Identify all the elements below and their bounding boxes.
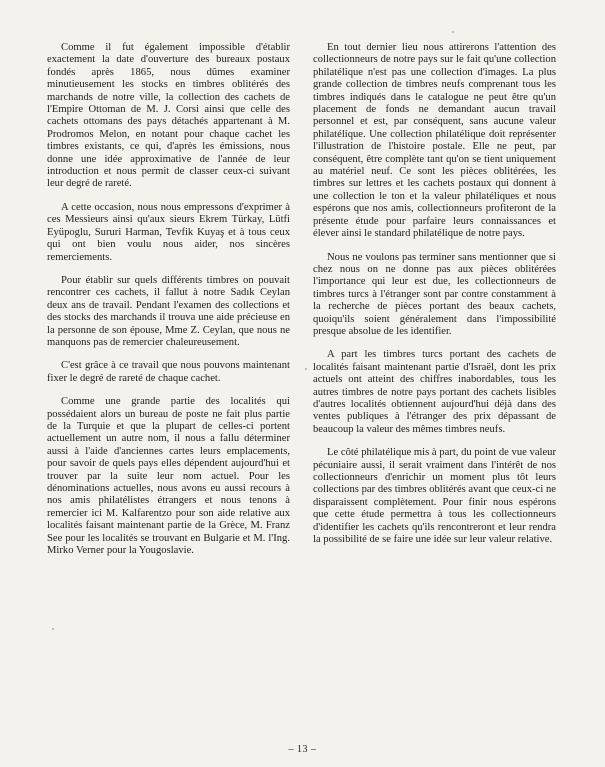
paragraph: Le côté philatélique mis à part, du point de vue valeur pécuniaire aussi, il serait vraiment dans l'intérêt de nos collectionneurs d'enrichir un moment plus tôt leurs collections par des timbres oblitérés avant que ceux-ci ne disparaissent complètement. Pour finir nous espérons que cette étude permettra à tous les collectionneurs d'identifier les cachets qu'ils rencontreront et leur rendra la possibilité de se faire une idée sur leur valeur relative. [313, 447, 556, 546]
paragraph: Comme il fut également impossible d'établir exactement la date d'ouverture des bureaux postaux fondés après 1865, nous dûmes examiner minutieusement les stocks en timbres oblitérés des marchands de notre ville, la collection des cachets de l'Empire Ottoman de M. J. Corsi ainsi que celle des cachets ottomans des pays détachés appartenant à M. Prodromos Melon, en notant pour chaque cachet les timbres existants, ce qui, d'après les émissions, nous donne une idée approximative de l'année de leur introduction et nous permit de classer ceux-ci suivant leur degré de rareté. [47, 42, 290, 190]
paragraph: C'est grâce à ce travail que nous pouvons maintenant fixer le degré de rareté de chaque cachet. [47, 360, 290, 384]
right-text-column [313, 42, 556, 557]
paragraph: Pour établir sur quels différents timbres on pouvait rencontrer ces cachets, il fallut à notre Sadık Ceylan deux ans de travail. Pendant l'examen des collections et des stocks des marchands il trouva une aide précieuse en la personne de son épouse, Mme Z. Ceylan, que nous ne manquons pas de remercier chaleureusement. [47, 274, 290, 348]
paragraph: Comme une grande partie des localités qui possédaient alors un bureau de poste ne fait plus partie de la Turquie et que la plupart de celles-ci portent actuellement un autre nom, il nous a fallu déterminer aussi à l'aide d'anciennes cartes leurs emplacements, pour savoir de quels pays elles dépendent aujourd'hui et trouver par la suite leur nom actuel. Pour les dénominations actuelles, nous avons eu aussi recours à nos amis philatélistes étrangers et nous tenons à remercier ici M. Kalfarentzo pour son aide relative aux localités faisant maintenant partie de la Grèce, M. Franz See pour les localités se trouvant en Bulgarie et M. l'Ing. Mirko Verner pour la Yougoslavie. [47, 396, 290, 557]
paper-speck [452, 31, 454, 33]
paragraph: Nous ne voulons pas terminer sans mentionner que si chez nous on ne donne pas aux pièces oblitérées l'importance qui leur est due, les collectionneurs de timbres turcs à l'étranger sont par contre constamment à la recherche de pièces portant des beaux cachets, quoiqu'ils soient généralement dans l'impossibilité presque absolue de les identifier. [313, 251, 556, 337]
paragraph: En tout dernier lieu nous attirerons l'attention des collectionneurs de notre pays sur le fait qu'une collection philatélique n'est pas une collection d'images. La plus grande collection de timbres neufs comprenant tous les timbres indiqués dans le catalogue ne peut être qu'un placement de fonds ne demandant aucun travail personnel et est, par conséquent, sans aucune valeur philatélique. Une collection philatélique doit représenter l'illustration de l'histoire postale. Elle ne peut, par conséquent, être complète tant qu'on se tient uniquement au matériel neuf. Ce sont les pièces oblitérées, les timbres sur lettres et les cachets postaux qui donnent à une collection le ton et la valeur philatéliques et nous espérons que nos amis, collectionneurs profiteront de la présente étude pour parfaire leurs connaissances et élever ainsi le standard philatélique de notre pays. [313, 42, 556, 240]
paper-speck [52, 628, 54, 630]
paragraph: A part les timbres turcs portant des cachets de localités faisant maintenant partie d'Israël, dont les prix actuels ont atteint des chiffres inabordables, tous les autres timbres de notre pays portant des cachets lisibles d'autres localités obtiennent aujourd'hui déjà dans des ventes publiques à l'étranger des prix dépassant de beaucoup la valeur des mêmes timbres neufs. [313, 349, 556, 435]
page-number: – 13 – [288, 744, 317, 755]
left-text-column [47, 42, 290, 568]
paper-speck [305, 368, 307, 370]
paragraph: A cette occasion, nous nous empressons d'exprimer à ces Messieurs ainsi qu'aux sieurs Ekrem Türkay, Lütfi Eyüpoglu, Sururi Harman, Tevfik Kuyaş et à tous ceux qui ont bien voulu nous aider, nos sincères remerciements. [47, 201, 290, 263]
